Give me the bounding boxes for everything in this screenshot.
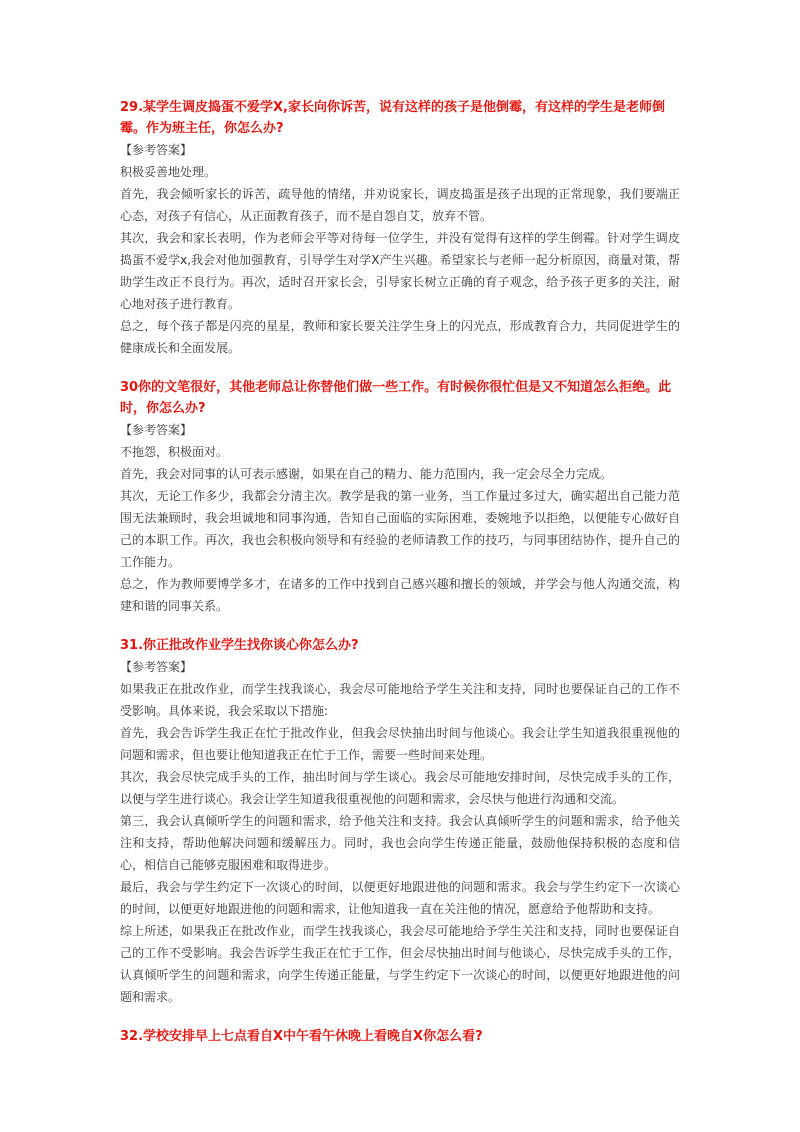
question-30-title: 30你的文笔很好，其他老师总让你替他们做一些工作。有时候你很忙但是又不知道怎么拒绝。此时，你怎么办? bbox=[120, 380, 672, 416]
reference-answer-label: 【参考答案】 bbox=[120, 143, 193, 157]
question-31 bbox=[120, 635, 680, 1008]
question-32 bbox=[120, 1026, 680, 1047]
answer-paragraph: 总之，每个孩子都是闪亮的星星，教师和家长要关注学生身上的闪光点，形成教育合力，共同促进学生的健康成长和全面发展。 bbox=[120, 319, 680, 355]
answer-paragraph: 如果我正在批改作业，而学生找我谈心，我会尽可能地给予学生关注和支持，同时也要保证自己的工作不受影响。具体来说，我会采取以下措施: bbox=[120, 682, 680, 718]
answer-paragraph: 首先，我会告诉学生我正在忙于批改作业，但我会尽快抽出时间与他谈心。我会让学生知道我很重视他的问题和需求，但也要让他知道我正在忙于工作，需要一些时间来处理。 bbox=[120, 726, 680, 762]
answer-paragraph: 总之，作为教师要博学多才，在诸多的工作中找到自己感兴趣和擅长的领域，并学会与他人沟通交流，构建和谐的同事关系。 bbox=[120, 577, 680, 613]
question-29 bbox=[120, 97, 680, 359]
answer-paragraph: 首先，我会倾听家长的诉苦，疏导他的情绪，并劝说家长，调皮捣蛋是孩子出现的正常现象，我们要端正心态，对孩子有信心，从正面教育孩子，而不是自怨自艾，放弃不管。 bbox=[120, 187, 680, 223]
reference-answer-label: 【参考答案】 bbox=[120, 660, 193, 674]
answer-paragraph: 其次，我会和家长表明，作为老师会平等对待每一位学生，并没有觉得有这样的学生倒霉。针对学生调皮捣蛋不爱学x,我会对他加强教育，引导学生对学X产生兴趣。希望家长与老师一起分析原因，商量对策，帮助学生改正不良行为。再次，适时召开家长会，引导家长树立正确的育子观念，给予孩子更多的关注，耐心地对孩子进行教育。 bbox=[120, 231, 680, 311]
answer-paragraph: 其次，我会尽快完成手头的工作，抽出时间与学生谈心。我会尽可能地安排时间，尽快完成手头的工作，以便与学生进行谈心。我会让学生知道我很重视他的问题和需求，会尽快与他进行沟通和交流。 bbox=[120, 770, 680, 806]
answer-paragraph: 不拖怨，积极面对。 bbox=[120, 445, 229, 459]
answer-paragraph: 其次，无论工作多少，我都会分清主次。教学是我的第一业务，当工作量过多过大，确实超出自己能力范围无法兼顾时，我会坦诚地和同事沟通，告知自己面临的实际困难，委婉地予以拒绝，以便能专心做好自己的本职工作。再次，我也会积极向领导和有经验的老师请教工作的技巧，与同事团结协作，提升自己的工作能力。 bbox=[120, 489, 680, 569]
answer-paragraph: 第三，我会认真倾听学生的问题和需求，给予他关注和支持。我会认真倾听学生的问题和需求，给予他关注和支持，帮助他解决问题和缓解压力。同时，我也会向学生传递正能量，鼓励他保持积极的态度和信心，相信自己能够克服困难和取得进步。 bbox=[120, 814, 680, 872]
answer-paragraph: 积极妥善地处理。 bbox=[120, 165, 217, 179]
question-30 bbox=[120, 377, 680, 617]
question-31-title: 31.你正批改作业学生找你谈心你怎么办? bbox=[120, 638, 359, 653]
answer-paragraph: 综上所述，如果我正在批改作业，而学生找我谈心，我会尽可能地给予学生关注和支持，同时也要保证自己的工作不受影响。我会告诉学生我正在忙于工作，但会尽快抽出时间与他谈心，尽快完成手头的工作，认真倾听学生的问题和需求，向学生传递正能量，与学生约定下一次谈心的时间，以便更好地跟进他的问题和需求。 bbox=[120, 924, 680, 1004]
answer-paragraph: 首先，我会对同事的认可表示感谢，如果在自己的精力、能力范围内，我一定会尽全力完成。 bbox=[120, 467, 613, 481]
question-29-title: 29.某学生调皮捣蛋不爱学X,家长向你诉苦，说有这样的孩子是他倒霉，有这样的学生是老师倒霉。作为班主任，你怎么办? bbox=[120, 100, 665, 136]
reference-answer-label: 【参考答案】 bbox=[120, 423, 193, 437]
answer-paragraph: 最后，我会与学生约定下一次谈心的时间，以便更好地跟进他的问题和需求。我会与学生约定下一次谈心的时间，以便更好地跟进他的问题和需求，让他知道我一直在关注他的情况，愿意给予他帮助和支持。 bbox=[120, 880, 680, 916]
question-32-title: 32.学校安排早上七点看自X中午看午休晚上看晚自X你怎么看? bbox=[120, 1029, 483, 1044]
document-page bbox=[120, 97, 680, 1065]
